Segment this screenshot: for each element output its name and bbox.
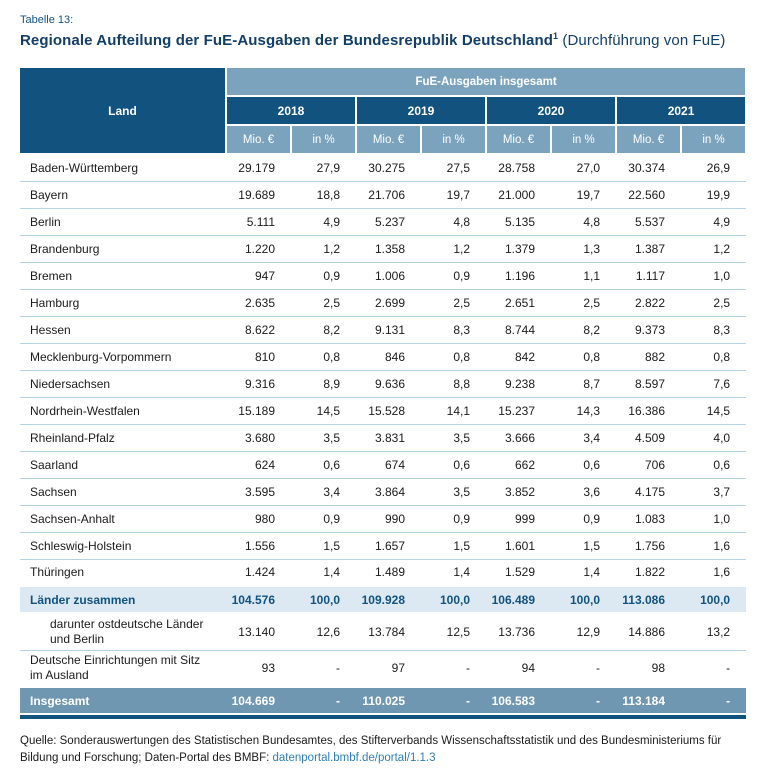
row-label: [20, 154, 226, 181]
column-header-mio-2018: Mio. €: [226, 125, 291, 154]
group-header-fue-total: FuE-Ausgaben insgesamt: [226, 67, 746, 96]
cell-value: 1.358: [356, 235, 421, 262]
row-label-text: Schleswig-Holstein: [30, 538, 132, 553]
cell-value: 16.386: [616, 397, 681, 424]
row-label: [20, 181, 226, 208]
cell-value: 7,6: [681, 370, 746, 397]
cell-value: 1,1: [551, 262, 616, 289]
cell-value: 3,5: [421, 424, 486, 451]
cell-value: 947: [226, 262, 291, 289]
cell-value: 4,8: [421, 208, 486, 235]
table-row: [20, 289, 746, 316]
page-title-suffix: (Durchführung von FuE): [558, 32, 726, 49]
row-label-text: Berlin: [30, 214, 61, 229]
cell-value: 882: [616, 343, 681, 370]
row-label: [20, 478, 226, 505]
cell-value: 4,8: [551, 208, 616, 235]
cell-value: 4,0: [681, 424, 746, 451]
cell-value: 1.196: [486, 262, 551, 289]
cell-value: 100,0: [551, 586, 616, 613]
cell-value: 30.275: [356, 154, 421, 181]
cell-value: 4.175: [616, 478, 681, 505]
cell-value: 8.744: [486, 316, 551, 343]
cell-value: 1.601: [486, 532, 551, 559]
row-label: [20, 316, 226, 343]
row-label-text: Brandenburg: [30, 241, 100, 256]
cell-value: 29.179: [226, 154, 291, 181]
cell-value: 15.189: [226, 397, 291, 424]
cell-value: 9.238: [486, 370, 551, 397]
table-row: [20, 262, 746, 289]
column-header-year-2021: 2021: [616, 96, 746, 125]
table-row: [20, 154, 746, 181]
cell-value: 1,3: [551, 235, 616, 262]
cell-value: 624: [226, 451, 291, 478]
cell-value: 3,5: [421, 478, 486, 505]
table-row: [20, 451, 746, 478]
cell-value: 3,6: [551, 478, 616, 505]
cell-value: 1.822: [616, 559, 681, 586]
row-label: [20, 235, 226, 262]
cell-value: 1.387: [616, 235, 681, 262]
table-row: [20, 235, 746, 262]
cell-value: 3,4: [291, 478, 356, 505]
cell-value: 674: [356, 451, 421, 478]
cell-value: 1,2: [291, 235, 356, 262]
cell-value: 14,5: [681, 397, 746, 424]
cell-value: 93: [226, 650, 291, 687]
row-label: [20, 687, 226, 713]
table-body: [20, 154, 746, 713]
cell-value: 8.597: [616, 370, 681, 397]
cell-value: 12,9: [551, 613, 616, 650]
cell-value: 12,6: [291, 613, 356, 650]
row-label: [20, 397, 226, 424]
cell-value: 4.509: [616, 424, 681, 451]
cell-value: 113.184: [616, 687, 681, 713]
row-label-text: Bayern: [30, 187, 69, 202]
cell-value: 8,3: [681, 316, 746, 343]
cell-value: -: [421, 687, 486, 713]
cell-value: 98: [616, 650, 681, 687]
cell-value: 3.666: [486, 424, 551, 451]
row-label-text: darunter ostdeutsche Länder und Berlin: [50, 616, 204, 646]
cell-value: 3,4: [551, 424, 616, 451]
column-header-mio-2021: Mio. €: [616, 125, 681, 154]
cell-value: 110.025: [356, 687, 421, 713]
cell-value: 1.006: [356, 262, 421, 289]
cell-value: -: [551, 650, 616, 687]
cell-value: 1,2: [681, 235, 746, 262]
cell-value: 0,6: [681, 451, 746, 478]
cell-value: 706: [616, 451, 681, 478]
cell-value: 1,4: [421, 559, 486, 586]
cell-value: 13,2: [681, 613, 746, 650]
cell-value: 8,9: [291, 370, 356, 397]
row-label-text: Länder zusammen: [30, 592, 136, 607]
cell-value: 1.756: [616, 532, 681, 559]
table-bottom-rule: [20, 715, 746, 719]
row-label-text: Baden-Württemberg: [30, 160, 139, 175]
cell-value: 5.111: [226, 208, 291, 235]
table-row: [20, 613, 746, 650]
cell-value: 1.220: [226, 235, 291, 262]
cell-value: 27,5: [421, 154, 486, 181]
cell-value: 846: [356, 343, 421, 370]
cell-value: 8,7: [551, 370, 616, 397]
cell-value: 14,1: [421, 397, 486, 424]
cell-value: -: [421, 650, 486, 687]
row-label-text: Mecklenburg-Vorpommern: [30, 349, 172, 364]
table-label: Tabelle 13:: [20, 14, 74, 26]
cell-value: 97: [356, 650, 421, 687]
row-label: [20, 586, 226, 613]
row-label: [20, 451, 226, 478]
cell-value: 842: [486, 343, 551, 370]
cell-value: 2.822: [616, 289, 681, 316]
cell-value: 810: [226, 343, 291, 370]
cell-value: 1,5: [551, 532, 616, 559]
row-label: [20, 208, 226, 235]
cell-value: 100,0: [681, 586, 746, 613]
cell-value: 1.489: [356, 559, 421, 586]
cell-value: 13.784: [356, 613, 421, 650]
column-header-mio-2019: Mio. €: [356, 125, 421, 154]
cell-value: 18,8: [291, 181, 356, 208]
cell-value: 19.689: [226, 181, 291, 208]
cell-value: 0,8: [291, 343, 356, 370]
row-label-text: Hamburg: [30, 295, 80, 310]
table-row: [20, 478, 746, 505]
row-label-text: Bremen: [30, 268, 73, 283]
row-label: [20, 424, 226, 451]
source-link[interactable]: datenportal.bmbf.de/portal/1.1.3: [272, 752, 436, 765]
table-header: [20, 67, 746, 154]
cell-value: -: [551, 687, 616, 713]
table-row: [20, 532, 746, 559]
row-label-text: Thüringen: [30, 565, 85, 580]
cell-value: 28.758: [486, 154, 551, 181]
cell-value: 4,9: [681, 208, 746, 235]
cell-value: 9.131: [356, 316, 421, 343]
cell-value: 3.595: [226, 478, 291, 505]
cell-value: 2.699: [356, 289, 421, 316]
table-row: [20, 397, 746, 424]
cell-value: 0,9: [551, 505, 616, 532]
source-note: [20, 733, 746, 768]
cell-value: 8,8: [421, 370, 486, 397]
cell-value: 1,2: [421, 235, 486, 262]
row-label-text: Hessen: [30, 322, 71, 337]
table-row: [20, 424, 746, 451]
cell-value: 13.736: [486, 613, 551, 650]
column-header-year-2018: 2018: [226, 96, 356, 125]
cell-value: 1,6: [681, 532, 746, 559]
cell-value: 27,9: [291, 154, 356, 181]
cell-value: 0,9: [291, 505, 356, 532]
cell-value: 8,3: [421, 316, 486, 343]
cell-value: 5.135: [486, 208, 551, 235]
cell-value: 94: [486, 650, 551, 687]
cell-value: 1.657: [356, 532, 421, 559]
table-row: [20, 370, 746, 397]
column-header-pct-2021: in %: [681, 125, 746, 154]
row-label: [20, 613, 226, 650]
cell-value: 2.651: [486, 289, 551, 316]
cell-value: 1.379: [486, 235, 551, 262]
cell-value: 21.706: [356, 181, 421, 208]
cell-value: 21.000: [486, 181, 551, 208]
cell-value: 2,5: [291, 289, 356, 316]
cell-value: 1.529: [486, 559, 551, 586]
table-row: [20, 586, 746, 613]
cell-value: 22.560: [616, 181, 681, 208]
cell-value: -: [681, 650, 746, 687]
cell-value: 9.373: [616, 316, 681, 343]
column-header-pct-2018: in %: [291, 125, 356, 154]
page-title-main: Regionale Aufteilung der FuE-Ausgaben der Bundesrepublik Deutschland: [20, 32, 553, 49]
cell-value: 3.680: [226, 424, 291, 451]
cell-value: 8,2: [291, 316, 356, 343]
row-label: [20, 262, 226, 289]
cell-value: 9.636: [356, 370, 421, 397]
cell-value: 14,5: [291, 397, 356, 424]
cell-value: -: [291, 687, 356, 713]
cell-value: 1,4: [551, 559, 616, 586]
row-label: [20, 370, 226, 397]
cell-value: 2,5: [421, 289, 486, 316]
cell-value: 0,8: [551, 343, 616, 370]
row-label-text: Sachsen: [30, 484, 77, 499]
cell-value: 5.537: [616, 208, 681, 235]
cell-value: 19,7: [551, 181, 616, 208]
column-header-mio-2020: Mio. €: [486, 125, 551, 154]
cell-value: 15.237: [486, 397, 551, 424]
cell-value: 113.086: [616, 586, 681, 613]
row-label: [20, 532, 226, 559]
cell-value: 12,5: [421, 613, 486, 650]
cell-value: 3.831: [356, 424, 421, 451]
cell-value: 8.622: [226, 316, 291, 343]
cell-value: 100,0: [291, 586, 356, 613]
cell-value: 27,0: [551, 154, 616, 181]
row-label: [20, 650, 226, 687]
fue-expenditure-table: [20, 66, 747, 713]
cell-value: 1,5: [291, 532, 356, 559]
cell-value: 3,5: [291, 424, 356, 451]
title-footnote-marker: 1: [552, 31, 559, 41]
cell-value: 990: [356, 505, 421, 532]
column-header-pct-2020: in %: [551, 125, 616, 154]
cell-value: 1,5: [421, 532, 486, 559]
cell-value: 0,8: [681, 343, 746, 370]
cell-value: 1,4: [291, 559, 356, 586]
table-row: [20, 650, 746, 687]
table-row: [20, 208, 746, 235]
cell-value: 14.886: [616, 613, 681, 650]
row-label-text: Insgesamt: [30, 693, 90, 708]
cell-value: 13.140: [226, 613, 291, 650]
source-text: Quelle: Sonderauswertungen des Statistischen Bundesamtes, des Stifterverbands Wissenschaftsstatistik und des Bundesministeriums für Bildung und Forschung; Daten-Portal des BMBF:: [20, 735, 722, 765]
cell-value: 999: [486, 505, 551, 532]
row-label-text: Rheinland-Pfalz: [30, 430, 115, 445]
row-label: [20, 289, 226, 316]
table-row: [20, 505, 746, 532]
cell-value: 1.083: [616, 505, 681, 532]
cell-value: 1.117: [616, 262, 681, 289]
cell-value: 2,5: [551, 289, 616, 316]
cell-value: 19,9: [681, 181, 746, 208]
table-row: [20, 316, 746, 343]
cell-value: 1.556: [226, 532, 291, 559]
cell-value: 2.635: [226, 289, 291, 316]
row-label-text: Deutsche Einrichtungen mit Sitz im Ausland: [30, 653, 201, 683]
column-header-land: Land: [20, 67, 226, 154]
cell-value: 106.583: [486, 687, 551, 713]
cell-value: 3,7: [681, 478, 746, 505]
cell-value: 0,9: [291, 262, 356, 289]
cell-value: 1,0: [681, 505, 746, 532]
table-row: [20, 343, 746, 370]
cell-value: 3.864: [356, 478, 421, 505]
cell-value: 104.576: [226, 586, 291, 613]
cell-value: 2,5: [681, 289, 746, 316]
row-label-text: Sachsen-Anhalt: [30, 511, 115, 526]
cell-value: 106.489: [486, 586, 551, 613]
cell-value: 0,8: [421, 343, 486, 370]
cell-value: 1,6: [681, 559, 746, 586]
cell-value: 980: [226, 505, 291, 532]
cell-value: 100,0: [421, 586, 486, 613]
cell-value: 1.424: [226, 559, 291, 586]
table-row: [20, 181, 746, 208]
cell-value: 1,0: [681, 262, 746, 289]
table-row: [20, 559, 746, 586]
cell-value: 4,9: [291, 208, 356, 235]
cell-value: 0,6: [421, 451, 486, 478]
row-label-text: Niedersachsen: [30, 376, 111, 391]
cell-value: 0,6: [291, 451, 356, 478]
cell-value: 0,6: [551, 451, 616, 478]
cell-value: 5.237: [356, 208, 421, 235]
row-label-text: Saarland: [30, 457, 79, 472]
row-label: [20, 505, 226, 532]
cell-value: 109.928: [356, 586, 421, 613]
cell-value: 0,9: [421, 505, 486, 532]
cell-value: 30.374: [616, 154, 681, 181]
cell-value: 26,9: [681, 154, 746, 181]
cell-value: 3.852: [486, 478, 551, 505]
cell-value: 14,3: [551, 397, 616, 424]
cell-value: -: [681, 687, 746, 713]
cell-value: 8,2: [551, 316, 616, 343]
page-title: [20, 31, 746, 49]
cell-value: 19,7: [421, 181, 486, 208]
column-header-pct-2019: in %: [421, 125, 486, 154]
cell-value: 9.316: [226, 370, 291, 397]
cell-value: 15.528: [356, 397, 421, 424]
column-header-year-2020: 2020: [486, 96, 616, 125]
row-label-text: Nordrhein-Westfalen: [30, 403, 140, 418]
row-label: [20, 343, 226, 370]
row-label: [20, 559, 226, 586]
column-header-year-2019: 2019: [356, 96, 486, 125]
cell-value: 662: [486, 451, 551, 478]
cell-value: 0,9: [421, 262, 486, 289]
table-row: [20, 687, 746, 713]
cell-value: -: [291, 650, 356, 687]
cell-value: 104.669: [226, 687, 291, 713]
